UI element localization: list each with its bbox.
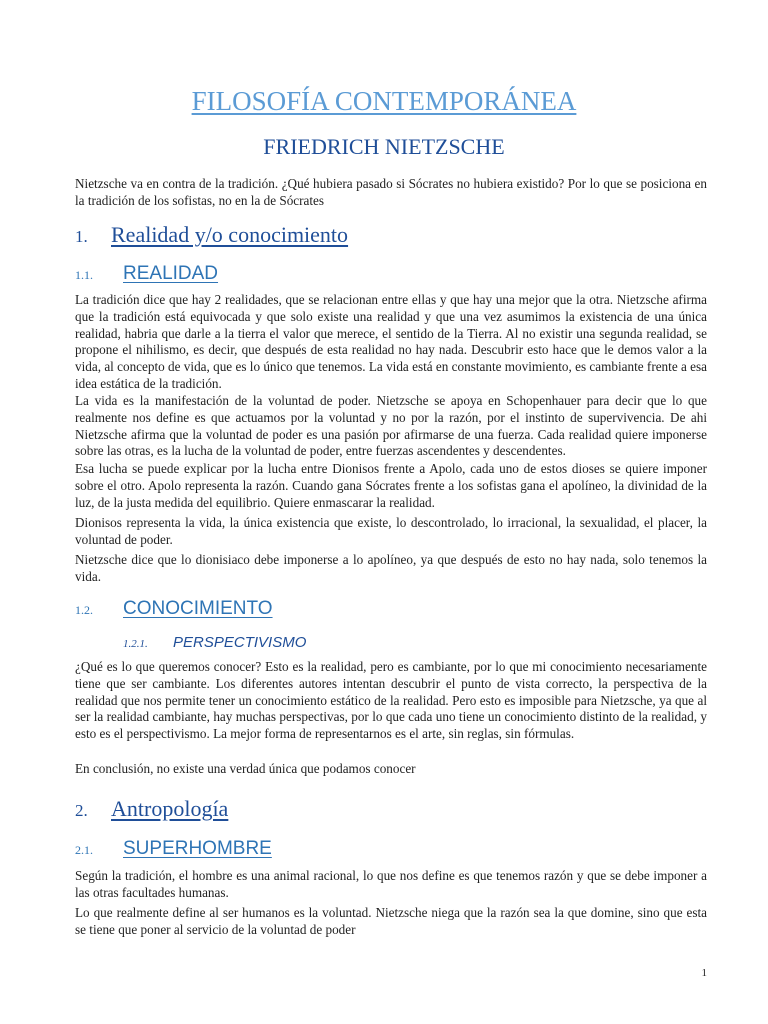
heading-section-1-2-1 — [75, 634, 707, 651]
paragraph-text: Lo que realmente define al ser humanos es la voluntad. Nietzsche niega que la razón sea la que domine, sino que esta se tiene que poner al servicio de la voluntad de poder — [75, 905, 707, 937]
paragraph-text: Dionisos representa la vida, la única existencia que existe, lo descontrolado, lo irracional, la sexualidad, el placer, la voluntad de poder. — [75, 515, 707, 547]
section-title: SUPERHOMBRE — [123, 838, 272, 859]
paragraph — [75, 393, 707, 460]
paragraph-text: ¿Qué es lo que queremos conocer? Esto es la realidad, pero es cambiante, por lo que mi conocimiento necesariamente tiene que ser cambiante. Los diferentes autores intentan descubrir el punto de vista correcto, la perspectiva de la realidad que nos permite tener un conocimiento estático de la realidad. Pero esto es imposible para Nietzsche, ya que al ser la realidad cambiante, hay muchas perspectivas, por lo que cada uno tiene un conocimiento distinto de la realidad, y esto es el perspectivismo. La mejor forma de representarnos es el arte, sin reglas, sin fórmulas. — [75, 659, 707, 742]
section-number: 1.1. — [75, 268, 93, 282]
paragraph — [75, 659, 707, 743]
section-title: REALIDAD — [123, 263, 219, 284]
paragraph-text: Nietzsche dice que lo dionisiaco debe imponerse a lo apolíneo, ya que después de esto no hay nada, solo tenemos la vida. — [75, 552, 707, 584]
intro-block — [75, 176, 707, 210]
paragraph — [75, 905, 707, 939]
heading-section-1-1 — [75, 263, 707, 285]
paragraph-text: Esa lucha se puede explicar por la lucha entre Dionisos frente a Apolo, cada uno de estos dioses se quiere imponer sobre el otro. Apolo representa la razón. Cuando gana Sócrates frente a los sofistas gana el apolíneo, la divinidad de la luz, de la justa medida del equilibrio. Quiere enmascarar la realidad. — [75, 461, 707, 510]
section-title: PERSPECTIVISMO — [173, 634, 307, 651]
document-subtitle: FRIEDRICH NIETZSCHE — [263, 134, 505, 159]
document-title: FILOSOFÍA CONTEMPORÁNEA — [191, 86, 577, 116]
paragraph — [75, 292, 707, 393]
paragraph — [75, 552, 707, 586]
section-number: 2. — [75, 801, 88, 820]
heading-section-1 — [75, 222, 707, 248]
intro-paragraph: Nietzsche va en contra de la tradición. ¿Qué hubiera pasado si Sócrates no hubiera existido? Por lo que se posiciona en la tradición de los sofistas, no en la de Sócrates — [75, 176, 707, 208]
paragraph — [75, 515, 707, 549]
paragraph-text: La tradición dice que hay 2 realidades, que se relacionan entre ellas y que hay una mejor que la otra. Nietzsche afirma que la tradición está equivocada y que solo existe una realidad y que una vez asumimos la existencia de una única realidad, habria que darle a la tierra el valor que merece, el sentido de la Tierra. Al no existir una segunda realidad, se propone el nihilismo, es decir, que después de esta realidad no hay nada. Descubrir esto hace que le demos valor a la vida, al concepto de vida, que es lo único que tenemos. La vida está en constante movimiento, es cambiante frente a esa idea estática de la tradición. — [75, 292, 707, 391]
paragraph — [75, 761, 707, 778]
section-number: 1.2.1. — [123, 638, 148, 650]
page-number: 1 — [701, 967, 707, 979]
paragraph-text: La vida es la manifestación de la voluntad de poder. Nietzsche se apoya en Schopenhauer para decir que lo que realmente nos define es que actuamos por la voluntad y no por la razón, por el instinto de supervivencia. De ahi Nietzsche afirma que la voluntad de poder es una pasión por afirmarse de una fuerza. Cada realidad quiere imponerse sobre las otras, es la lucha de la voluntad de poder, entre fuerzas ascendentes y descendentes. — [75, 393, 707, 459]
section-number: 2.1. — [75, 843, 93, 857]
section-number: 1. — [75, 227, 88, 246]
section-title: Realidad y/o conocimiento — [111, 222, 349, 247]
paragraph-text: Según la tradición, el hombre es una animal racional, lo que nos define es que tenemos razón y que se debe imponer a las otras facultades humanas. — [75, 868, 707, 900]
section-title: Antropología — [111, 796, 229, 821]
paragraph-text: En conclusión, no existe una verdad única que podamos conocer — [75, 761, 416, 776]
paragraph — [75, 868, 707, 902]
heading-section-2-1 — [75, 838, 707, 860]
heading-section-2 — [75, 796, 707, 822]
heading-section-1-2 — [75, 598, 707, 620]
section-title: CONOCIMIENTO — [123, 598, 273, 619]
section-number: 1.2. — [75, 603, 93, 617]
paragraph — [75, 461, 707, 511]
